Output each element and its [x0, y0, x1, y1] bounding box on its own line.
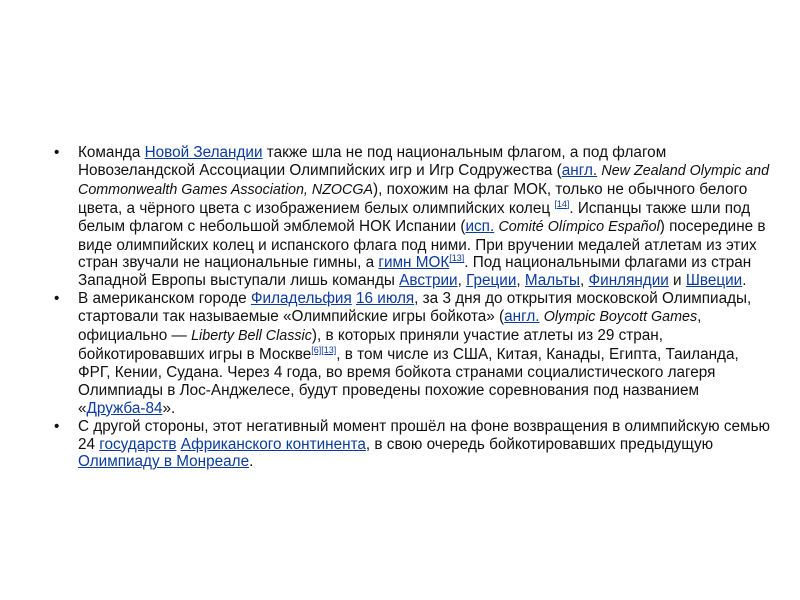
- link-english[interactable]: англ.: [561, 161, 598, 179]
- text-segment: , официально —: [78, 308, 702, 345]
- text-segment: С другой стороны, этот негативный момент прошёл на фоне возвращения в олимпийскую семью 24: [78, 417, 771, 453]
- link-ioc-anthem[interactable]: гимн МОК: [378, 254, 450, 272]
- text-segment: , за 3 дня до открытия московской Олимпиады, стартовали так называемые «Олимпийские игры бойкота» (: [78, 290, 752, 326]
- text-separator: ,: [516, 272, 525, 290]
- text-segment: ) посередине в виде олимпийских колец и испанского флага под ними. При вручении медалей атлетам из этих стран звучали не национальные гимны, а: [78, 217, 766, 272]
- link-july-16[interactable]: 16 июля: [356, 290, 415, 308]
- link-spanish[interactable]: исп.: [465, 217, 495, 235]
- italic-term: Liberty Bell Classic: [191, 328, 312, 345]
- link-greece[interactable]: Греции: [466, 272, 517, 290]
- italic-term: Comité Olímpico Español: [498, 218, 660, 235]
- list-item: [78, 144, 772, 290]
- text-segment: .: [742, 272, 747, 290]
- text-segment: В американском городе: [78, 290, 251, 308]
- link-sweden[interactable]: Швеции: [685, 272, 743, 290]
- ref-13[interactable]: [13]: [449, 253, 465, 264]
- text-segment: .: [249, 453, 254, 471]
- link-malta[interactable]: Мальты: [524, 272, 581, 290]
- text-segment: ), в которых приняли участие атлеты из 29 стран, бойкотировавших игры в Москве: [78, 327, 663, 363]
- text-separator: ,: [457, 272, 467, 290]
- ref-14[interactable]: [14]: [554, 198, 570, 209]
- link-montreal-olympics[interactable]: Олимпиаду в Монреале: [78, 453, 250, 471]
- text-segment: , в том числе из США, Китая, Канады, Египта, Таиланда, ФРГ, Кении, Судана. Через 4 года, во время бойкота странами социалистического лагеря Олимпиады в Лос-Анджелесе, будут проведены похожие соревнования под названием «: [78, 345, 739, 417]
- text-segment: ), похожим на флаг МОК, только не обычного белого цвета, а чёрного цвета с изображением белых олимпийских колец: [78, 180, 748, 217]
- text-segment: . Под национальными флагами из стран Западной Европы выступали лишь команды: [78, 254, 752, 290]
- link-austria[interactable]: Австрии: [399, 272, 458, 290]
- link-african-continent[interactable]: Африканского континента: [180, 435, 366, 453]
- ref-6[interactable]: [6]: [311, 344, 322, 355]
- link-english[interactable]: англ.: [504, 308, 540, 326]
- link-new-zealand[interactable]: Новой Зеландии: [144, 144, 263, 161]
- text-segment: Команда: [78, 144, 145, 161]
- link-finland[interactable]: Финляндии: [588, 272, 669, 290]
- italic-term: New Zealand Olympic and Commonwealth Games Association, NZOCGA: [78, 162, 770, 198]
- list-item: [78, 418, 772, 472]
- text-segment: ».: [162, 399, 176, 417]
- text-segment: . Испанцы также шли под белым флагом с небольшой эмблемой НОК Испании (: [78, 199, 751, 235]
- link-philadelphia[interactable]: Филадельфия: [250, 290, 352, 308]
- ref-13[interactable]: [13]: [321, 344, 337, 355]
- bullet-list: [54, 144, 772, 471]
- text-segment: также шла не под национальным флагом, а под флагом Новозеландской Ассоциации Олимпийских игр и Игр Содружества (: [78, 144, 667, 179]
- text-separator: и: [668, 272, 686, 290]
- italic-term: Olympic Boycott Games: [543, 309, 698, 326]
- link-states[interactable]: государств: [99, 435, 177, 453]
- text-segment: , в свою очередь бойкотировавших предыдущую: [365, 435, 714, 453]
- list-item: [78, 290, 772, 417]
- link-friendship-84[interactable]: Дружба-84: [86, 399, 163, 417]
- text-separator: ,: [580, 272, 589, 290]
